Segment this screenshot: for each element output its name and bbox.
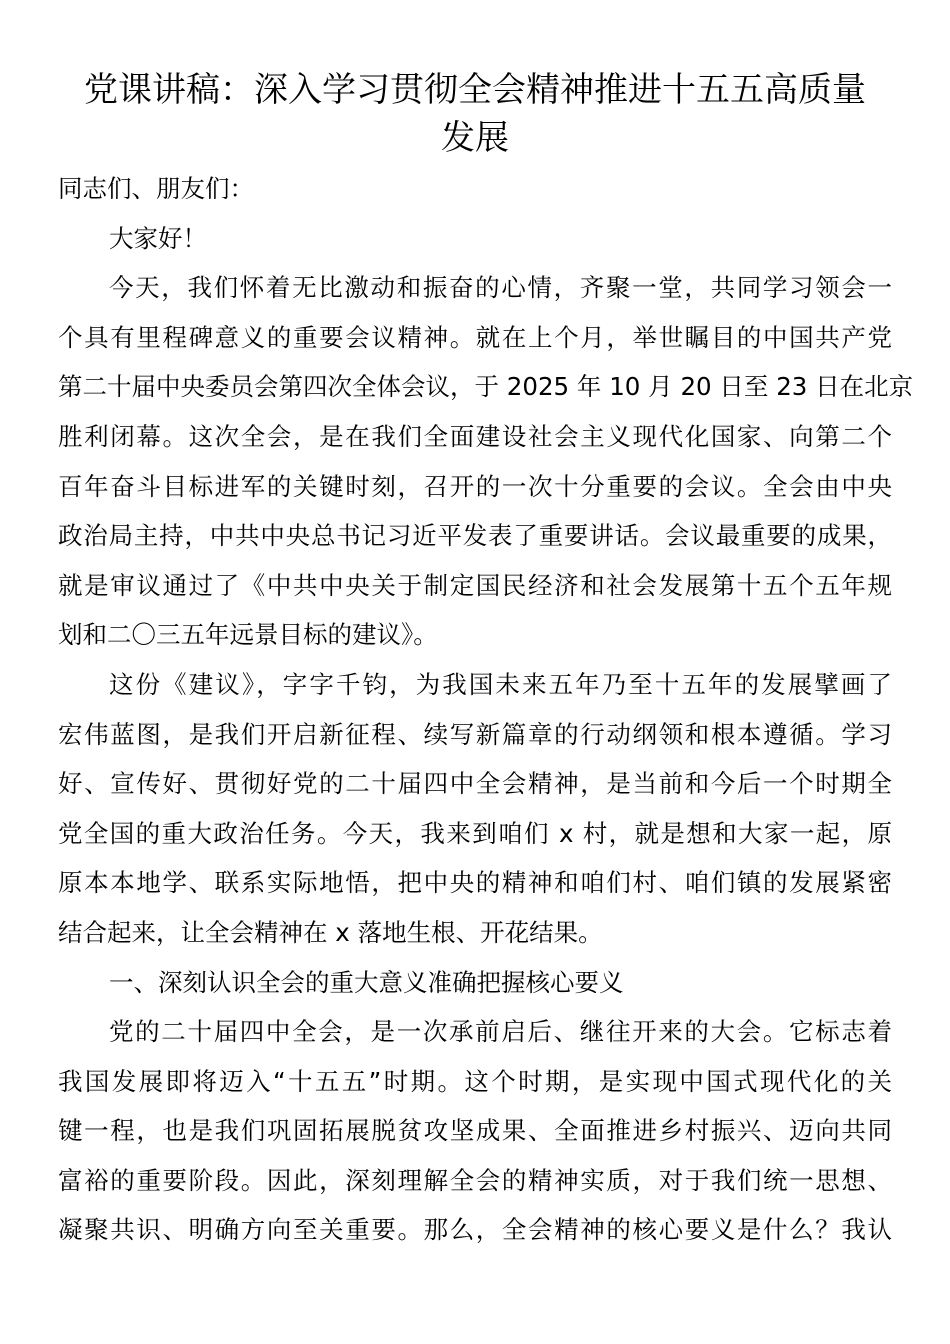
text-line: 我国发展即将迈入“十五五”时期。这个时期，是实现中国式现代化的关 (58, 1066, 892, 1096)
text-line: 富裕的重要阶段。因此，深刻理解全会的精神实质，对于我们统一思想、 (58, 1165, 892, 1195)
text-line: 宏伟蓝图，是我们开启新征程、续写新篇章的行动纲领和根本遵循。学习 (58, 719, 892, 749)
text-line: 划和二〇三五年远景目标的建议》。 (58, 620, 438, 650)
text-line: 大家好！ (109, 223, 207, 253)
text-line: 政治局主持，中共中央总书记习近平发表了重要讲话。会议最重要的成果， (58, 521, 892, 551)
text-line: 凝聚共识、明确方向至关重要。那么，全会精神的核心要义是什么？我认 (58, 1215, 892, 1245)
text-line: 同志们、朋友们： (58, 174, 254, 203)
text-line: 今天，我们怀着无比激动和振奋的心情，齐聚一堂，共同学习领会一 (109, 273, 892, 303)
text-line: 结合起来，让全会精神在 x 落地生根、开花结果。 (58, 917, 603, 947)
title-line-1: 党课讲稿：深入学习贯彻全会精神推进十五五高质量 (84, 70, 866, 110)
text-line: 原本本地学、联系实际地悟，把中央的精神和咱们村、咱们镇的发展紧密 (58, 868, 892, 898)
text-line: 第二十届中央委员会第四次全体会议，于 2025 年 10 月 20 日至 23 日在北京 (58, 372, 914, 402)
text-line: 就是审议通过了《中共中央关于制定国民经济和社会发展第十五个五年规 (58, 570, 892, 600)
text-line: 党的二十届四中全会，是一次承前启后、继往开来的大会。它标志着 (109, 1017, 892, 1047)
text-line: 好、宣传好、贯彻好党的二十届四中全会精神，是当前和今后一个时期全 (58, 769, 892, 799)
document-body (58, 164, 914, 1255)
text-line: 一、深刻认识全会的重大意义准确把握核心要义 (109, 967, 624, 997)
text-line: 键一程，也是我们巩固拓展脱贫攻坚成果、全面推进乡村振兴、迈向共同 (58, 1116, 892, 1146)
text-line: 百年奋斗目标进军的关键时刻，召开的一次十分重要的会议。全会由中央 (58, 471, 892, 501)
text-line: 胜利闭幕。这次全会，是在我们全面建设社会主义现代化国家、向第二个 (58, 421, 892, 451)
text-line: 党全国的重大政治任务。今天，我来到咱们 x 村，就是想和大家一起，原 (58, 818, 892, 848)
document-title (58, 66, 892, 162)
title-line-2: 发展 (441, 118, 509, 158)
text-line: 个具有里程碑意义的重要会议精神。就在上个月，举世瞩目的中国共产党 (58, 322, 892, 352)
text-line: 这份《建议》，字字千钧，为我国未来五年乃至十五年的发展擘画了 (109, 669, 892, 699)
